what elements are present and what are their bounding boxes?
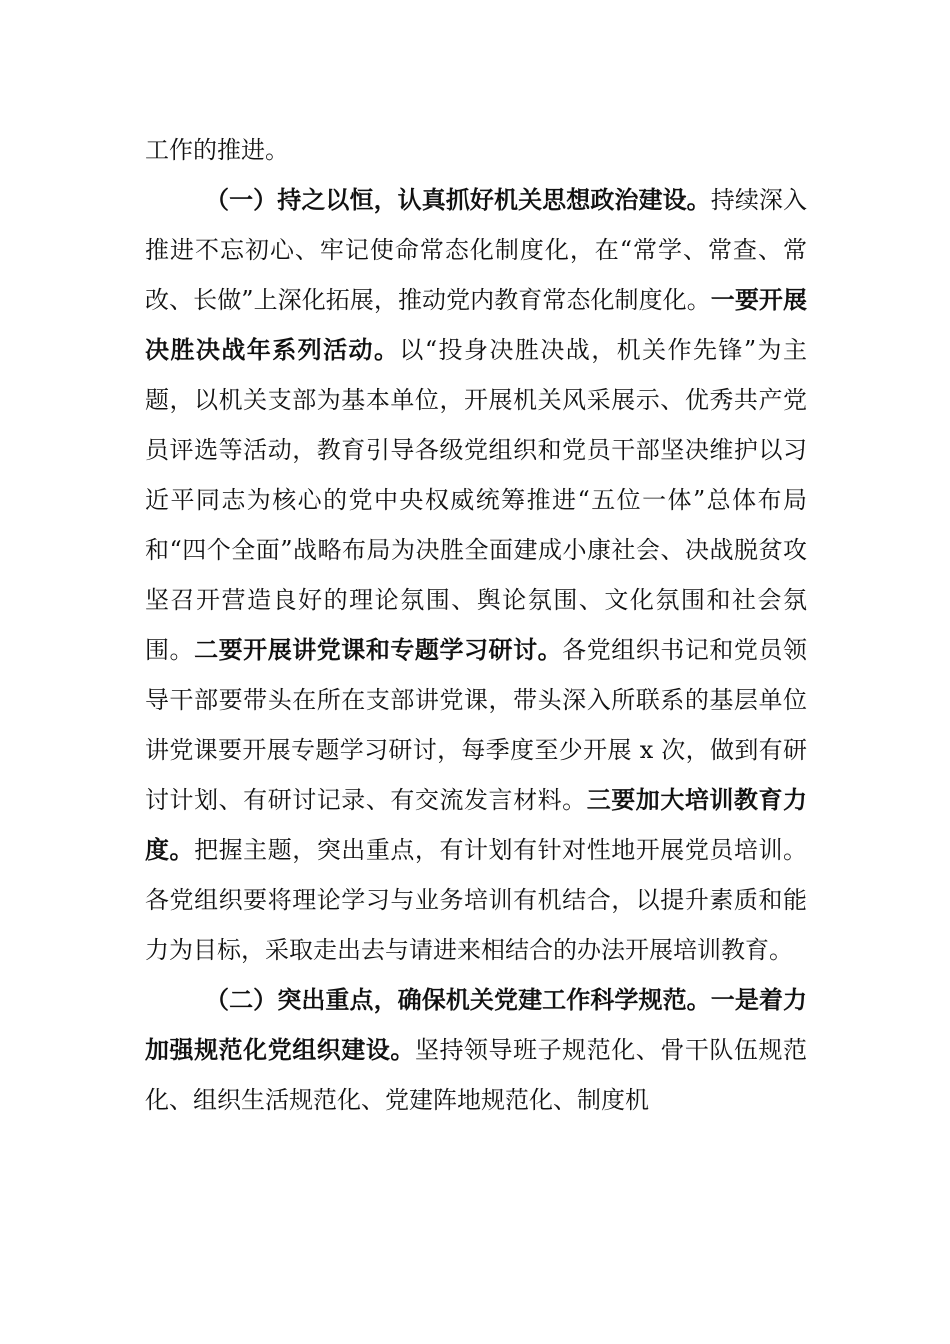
text-run: 工作的推进。 <box>145 136 289 164</box>
paragraph-section-1 <box>145 175 807 975</box>
text-run: 把握主题，突出重点，有计划有针对性地开展党员培训。各党组织要将理论学习与业务培训有机结合，以提升素质和能力为目标，采取走出去与请进来相结合的办法开展培训教育。 <box>145 836 807 964</box>
section-heading-1: （一）持之以恒，认真抓好机关思想政治建设。 <box>205 185 711 214</box>
section-heading-2: （二）突出重点，确保机关党建工作科学规范。一是着力加强规范化党组织建设。 <box>145 985 807 1064</box>
point-heading-3: 三要加大培训教育力度。 <box>145 785 808 864</box>
point-heading-2: 二要开展讲党课和专题学习研讨。 <box>194 635 563 664</box>
text-run: 持续深入推进不忘初心、牢记使命常态化制度化，在“常学、常查、常改、长做”上深化拓展，推动党内教育常态化制度化。 <box>145 186 807 314</box>
document-body <box>145 125 807 1125</box>
paragraph-continuation <box>145 125 807 175</box>
point-heading-1: 一要开展决胜决战年系列活动。 <box>145 285 807 364</box>
text-run: 各党组织书记和党员领导干部要带头在所在支部讲党课，带头深入所联系的基层单位讲党课要开展专题学习研讨，每季度至少开展 x 次，做到有研讨计划、有研讨记录、有交流发言材料。 <box>145 636 808 814</box>
text-run: 坚持领导班子规范化、骨干队伍规范化、组织生活规范化、党建阵地规范化、制度机 <box>145 1036 808 1114</box>
paragraph-section-2 <box>145 975 807 1125</box>
text-run: 以“投身决胜决战，机关作先锋”为主题，以机关支部为基本单位，开展机关风采展示、优秀共产党员评选等活动，教育引导各级党组织和党员干部坚决维护以习近平同志为核心的党中央权威统筹推进“五位一体”总体布局和“四个全面”战略布局为决胜全面建成小康社会、决战脱贫攻坚召开营造良好的理论氛围、舆论氛围、文化氛围和社会氛围。 <box>145 336 807 664</box>
